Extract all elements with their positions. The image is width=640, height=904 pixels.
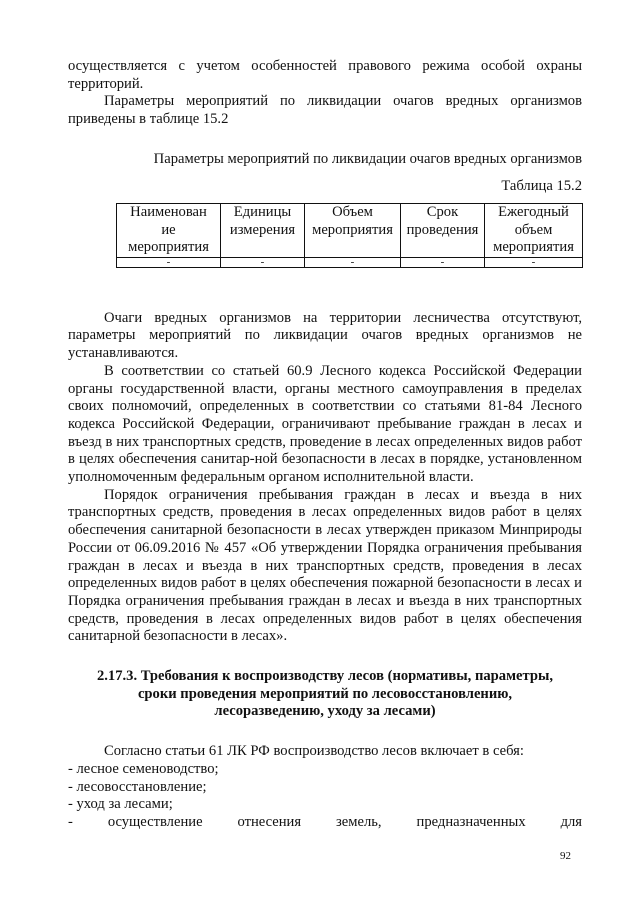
list-word: земель, xyxy=(336,814,382,830)
header-measure-name: Наименован ие мероприятия xyxy=(117,204,221,258)
paragraph-article-60-9: В соответствии со статьей 60.9 Лесного кодекса Российской Федерации органы государственной власти, органы местного самоуправления в пределах своих полномочий, определенных в соответствии со статьями 81-84 Лесного кодекса Российской Федерации, ограничивают пребывание граждан в лесах и въезд в них транспортных средств, проведение в лесах определенных видов работ в целях обеспечения санитар-ной безопасности в лесах в порядке, установленном уполномоченным федеральным органом исполнительной власти. xyxy=(68,362,582,486)
list-word: для xyxy=(560,814,582,830)
paragraph-restriction-order: Порядок ограничения пребывания граждан в лесах и въезда в них транспортных средств, проведения в лесах определенных видов работ в целях обеспечения санитарной безопасности в лесах утвержден приказом Минприроды России от 06.09.2016 № 457 «Об утверждении Порядка ограничения пребывания граждан в лесах и въезда в них транспортных средств, проведения в лесах определенных видов работ в целях обеспечения пожарной безопасности в лесах и Порядка ограничения пребывания граждан в лесах и въезда в них транспортных средств, проведения в лесах определенных видов работ в целях обеспечения санитарной безопасности в лесах». xyxy=(68,486,582,645)
pest-measures-table xyxy=(116,203,583,268)
table-cell: - xyxy=(401,257,485,267)
list-word: - xyxy=(68,814,73,830)
header-units: Единицы измерения xyxy=(221,204,305,258)
list-word: осуществление xyxy=(107,814,203,830)
section-heading: 2.17.3. Требования к воспроизводству лесов (нормативы, параметры, сроки проведения мероприятий по лесовосстановлению, лесоразведению, уходу за лесами) xyxy=(96,668,554,720)
table-label: Таблица 15.2 xyxy=(501,177,582,194)
paragraph-article-61: Согласно статьи 61 ЛК РФ воспроизводство лесов включает в себя: xyxy=(104,743,524,760)
list-item: - уход за лесами; xyxy=(68,796,173,813)
paragraph-no-pests: Очаги вредных организмов на территории лесничества отсутствуют, параметры мероприятий по ликвидации очагов вредных организмов не устанавливаются. xyxy=(68,309,582,362)
table-cell: - xyxy=(117,257,221,267)
table-cell: - xyxy=(221,257,305,267)
list-item: - лесное семеноводство; xyxy=(68,760,219,777)
list-item: - лесовосстановление; xyxy=(68,778,207,795)
table-cell: - xyxy=(485,257,583,267)
list-word: отнесения xyxy=(237,814,302,830)
header-annual-volume: Ежегодный объем мероприятия xyxy=(485,204,583,258)
list-word: предназначенных xyxy=(416,814,526,830)
page-number: 92 xyxy=(560,850,571,862)
header-term: Срок проведения xyxy=(401,204,485,258)
table-cell: - xyxy=(305,257,401,267)
document-page xyxy=(68,58,582,832)
table-caption: Параметры мероприятий по ликвидации очагов вредных организмов xyxy=(153,150,582,167)
header-volume: Объем мероприятия xyxy=(305,204,401,258)
paragraph-params-intro: Параметры мероприятий по ликвидации очагов вредных организмов приведены в таблице 15.2 xyxy=(68,93,582,128)
paragraph-intro-continuation: осуществляется с учетом особенностей правового режима особой охраны территорий. xyxy=(68,58,582,92)
table-header-row xyxy=(117,204,583,258)
table-row xyxy=(117,257,583,267)
list-item-partial xyxy=(68,814,582,832)
